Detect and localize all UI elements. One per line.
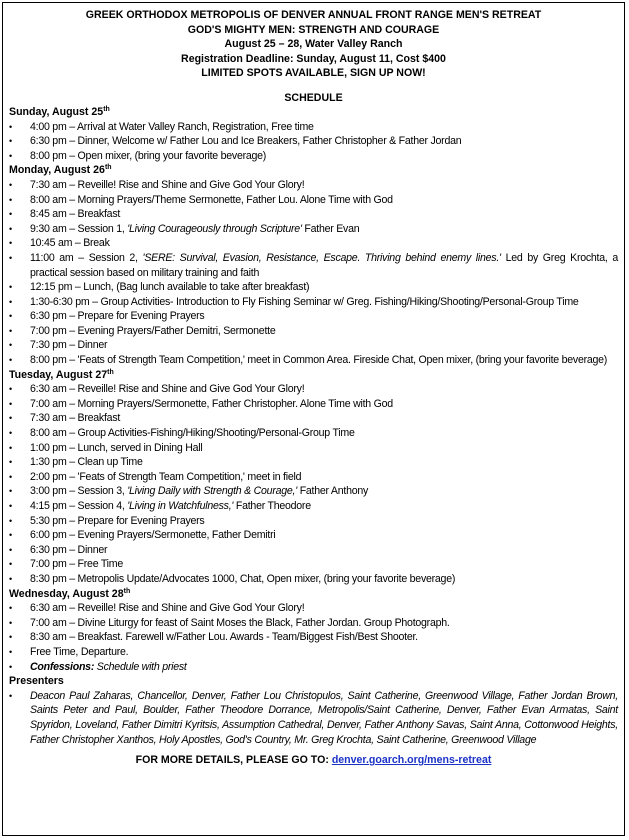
tuesday-list [9, 382, 618, 586]
day-heading-monday: Monday, August 26th [9, 164, 112, 177]
list-item: • 6:30 pm – Dinner, Welcome w/ Father Lou and Ice Breakers, Father Christopher & Father Jordan [9, 135, 462, 148]
bullet-icon: • [9, 661, 12, 672]
presenters-list [9, 689, 618, 747]
bullet-icon: • [9, 501, 12, 511]
list-item: • 8:30 pm – Metropolis Update/Advocates 1000, Chat, Open mixer, (bring your favorite beverage) [9, 572, 456, 585]
list-item: • Free Time, Departure. [9, 645, 129, 658]
bullet-icon: • [9, 209, 12, 220]
list-item: • 6:30 pm – Prepare for Evening Prayers [9, 310, 205, 323]
presenters-heading: Presenters [9, 675, 64, 688]
bullet-icon: • [9, 646, 12, 657]
list-item: • 6:30 pm – Dinner [9, 543, 108, 556]
bullet-icon: • [9, 515, 12, 526]
wednesday-list [9, 601, 618, 674]
list-item: • 3:00 pm – Session 3, 'Living Daily with Strength & Courage,' Father Anthony [9, 485, 369, 498]
bullet-icon: • [9, 252, 12, 263]
list-item: • 4:00 pm – Arrival at Water Valley Ranch, Registration, Free time [9, 120, 314, 133]
bullet-icon: • [9, 340, 12, 351]
bullet-icon: • [9, 121, 12, 132]
bullet-icon: • [9, 150, 12, 161]
list-item: • 8:00 pm – 'Feats of Strength Team Competition,' meet in Common Area. Fireside Chat, Open mixer, (bring your favorite beverage) [9, 354, 608, 367]
day-heading-tuesday: Tuesday, August 27th [9, 368, 114, 381]
list-item: • 7:00 am – Divine Liturgy for feast of Saint Moses the Black, Father Jordan. Group Photograph. [9, 616, 450, 629]
list-item: • 7:30 am – Breakfast [9, 412, 121, 425]
bullet-icon: • [9, 223, 12, 234]
flyer-title: GREEK ORTHODOX METROPOLIS OF DENVER ANNUAL FRONT RANGE MEN'S RETREAT [85, 9, 542, 21]
bullet-icon: • [9, 544, 12, 555]
sunday-list [9, 120, 618, 164]
bullet-icon: • [9, 398, 12, 409]
list-item: • 6:30 am – Reveille! Rise and Shine and Give God Your Glory! [9, 602, 305, 615]
bullet-icon: • [9, 355, 12, 366]
bullet-icon: • [9, 486, 12, 497]
list-item: • 6:00 pm – Evening Prayers/Sermonette, Father Demitri [9, 529, 276, 542]
list-item: • 8:00 am – Group Activities-Fishing/Hiking/Shooting/Personal-Group Time [9, 427, 355, 440]
bullet-icon: • [9, 384, 12, 395]
list-item: • 11:00 am – Session 2, 'SERE: Survival, Evasion, Resistance, Escape. Thriving behind enemy lines.' Led by Greg Krochta, a practical session based on military training and faith [9, 251, 619, 279]
list-item: • 5:30 pm – Prepare for Evening Prayers [9, 514, 205, 527]
flyer-page [2, 2, 625, 836]
flyer-signup: LIMITED SPOTS AVAILABLE, SIGN UP NOW! [201, 67, 426, 80]
list-item: • 12:15 pm – Lunch, (Bag lunch available to take after breakfast) [9, 281, 310, 294]
footer-label: FOR MORE DETAILS, PLEASE GO TO: [135, 754, 332, 767]
monday-list [9, 178, 618, 368]
day-heading-sunday: Sunday, August 25th [9, 105, 110, 118]
list-item: • 7:30 am – Reveille! Rise and Shine and Give God Your Glory! [9, 178, 305, 191]
schedule-heading: SCHEDULE [284, 91, 343, 104]
bullet-icon: • [9, 690, 12, 701]
bullet-icon: • [9, 617, 12, 628]
list-item: • 8:00 am – Morning Prayers/Theme Sermonette, Father Lou. Alone Time with God [9, 193, 393, 206]
bullet-icon: • [9, 442, 12, 453]
list-item: • 1:30-6:30 pm – Group Activities- Introduction to Fly Fishing Seminar w/ Greg. Fishing/Hiking/Shooting/Personal-Group Time [9, 295, 579, 308]
bullet-icon: • [9, 530, 12, 541]
day-heading-wednesday: Wednesday, August 28th [9, 587, 131, 600]
bullet-icon: • [9, 428, 12, 439]
bullet-icon: • [9, 194, 12, 205]
list-item: • 7:00 pm – Free Time [9, 558, 123, 571]
bullet-icon: • [9, 136, 12, 147]
list-item: • 7:00 am – Morning Prayers/Sermonette, Father Christopher. Alone Time with God [9, 397, 393, 410]
bullet-icon: • [9, 632, 12, 643]
list-item: • 7:00 pm – Evening Prayers/Father Demitri, Sermonette [9, 324, 276, 337]
bullet-icon: • [9, 282, 12, 293]
flyer-deadline: Registration Deadline: Sunday, August 11, Cost $400 [181, 52, 446, 65]
list-item: • 4:15 pm – Session 4, 'Living in Watchfulness,' Father Theodore [9, 500, 311, 512]
details-link[interactable]: denver.goarch.org/mens-retreat [331, 754, 492, 767]
bullet-icon: • [9, 179, 12, 190]
list-item: • 10:45 am – Break [9, 237, 110, 250]
bullet-icon: • [9, 325, 12, 336]
bullet-icon: • [9, 238, 12, 249]
footer [9, 753, 618, 767]
bullet-icon: • [9, 471, 12, 482]
list-item: • 8:45 am – Breakfast [9, 208, 121, 221]
bullet-icon: • [9, 457, 12, 468]
list-item: • 6:30 am – Reveille! Rise and Shine and Give God Your Glory! [9, 383, 305, 396]
bullet-icon: • [9, 559, 12, 570]
bullet-icon: • [9, 603, 12, 614]
flyer-dates: August 25 – 28, Water Valley Ranch [224, 38, 403, 51]
bullet-icon: • [9, 311, 12, 322]
list-item: • 1:00 pm – Lunch, served in Dining Hall [9, 441, 203, 454]
presenters-text: • Deacon Paul Zaharas, Chancellor, Denver, Father Lou Christopulos, Saint Catherine, Greenwood Village, Father Jordan Brown, Saints Peter and Paul, Boulder, Father Theodore Dorrance, Metropolis/Saint Catherine, Denver, Father Evan Armatas, Saint Spyridon, Loveland, Father Dimitri Kyritsis, Assumption Cathedral, Denver, Father Anthony Savas, Saint Anna, Cottonwood Heights, Father Christopher Xanthos, Holy Apostles, God's Country, Mr. Greg Krochta, Saint Catherine, Greenwood Village [9, 689, 618, 746]
list-item: • 1:30 pm – Clean up Time [9, 456, 143, 469]
list-item: • 7:30 pm – Dinner [9, 339, 108, 352]
list-item: • 8:00 pm – Open mixer, (bring your favorite beverage) [9, 149, 267, 162]
list-item: • 8:30 am – Breakfast. Farewell w/Father Lou. Awards - Team/Biggest Fish/Best Shooter. [9, 631, 418, 644]
bullet-icon: • [9, 296, 12, 307]
list-item: • 9:30 am – Session 1, 'Living Courageously through Scripture' Father Evan [9, 222, 360, 235]
list-item: • 2:00 pm – 'Feats of Strength Team Competition,' meet in field [9, 470, 302, 483]
flyer-theme: GOD'S MIGHTY MEN: STRENGTH AND COURAGE [187, 23, 440, 36]
bullet-icon: • [9, 573, 12, 584]
list-item: • Confessions: Schedule with priest [9, 660, 187, 673]
bullet-icon: • [9, 413, 12, 424]
